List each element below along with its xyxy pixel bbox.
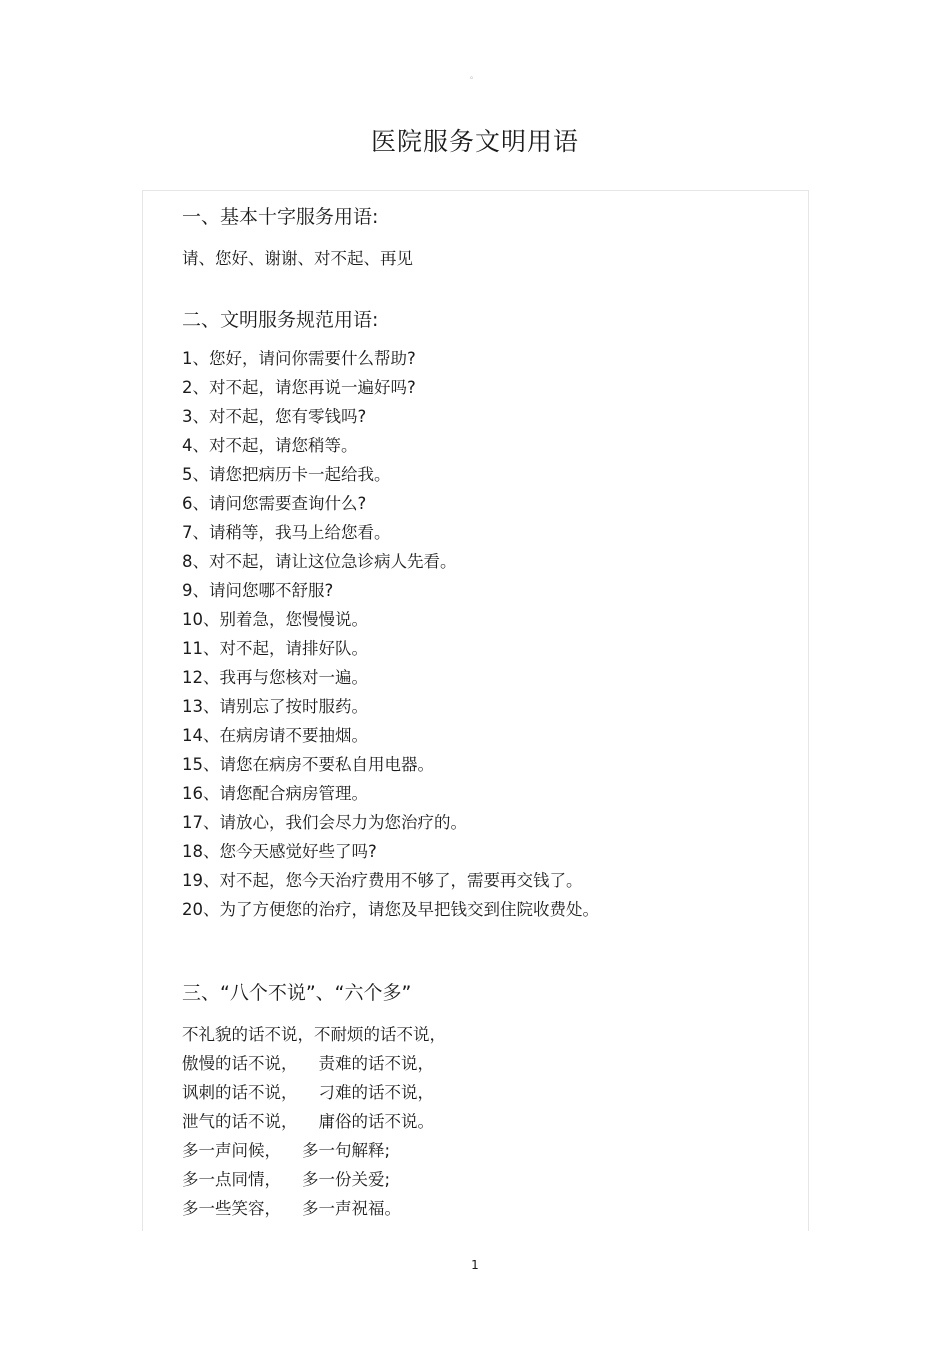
page-number: 1 — [471, 1258, 479, 1272]
list-item: 20、为了方便您的治疗，请您及早把钱交到住院收费处。 — [182, 900, 599, 919]
list-item: 18、您今天感觉好些了吗? — [182, 842, 377, 861]
list-item: 8、对不起，请让这位急诊病人先看。 — [182, 552, 457, 571]
list-item: 12、我再与您核对一遍。 — [182, 668, 368, 687]
list-item: 3、对不起，您有零钱吗? — [182, 407, 367, 426]
section-heading: 二、文明服务规范用语: — [182, 309, 379, 331]
list-item: 傲慢的话不说， 责难的话不说， — [182, 1054, 434, 1073]
list-item: 泄气的话不说， 庸俗的话不说。 — [182, 1112, 434, 1131]
section-heading: 三、“八个不说”、“六个多” — [182, 982, 412, 1004]
list-item: 4、对不起，请您稍等。 — [182, 436, 358, 455]
header-mark: 。 — [470, 71, 478, 80]
list-item: 多一点同情， 多一份关爱; — [182, 1170, 391, 1189]
list-item: 17、请放心，我们会尽力为您治疗的。 — [182, 813, 467, 832]
list-item: 1、您好，请问你需要什么帮助? — [182, 349, 416, 368]
list-item: 14、在病房请不要抽烟。 — [182, 726, 368, 745]
section-heading: 一、基本十字服务用语: — [182, 206, 379, 228]
section-basic-terms — [182, 204, 782, 273]
list-item: 2、对不起，请您再说一遍好吗? — [182, 378, 416, 397]
list-item: 6、请问您需要查询什么? — [182, 494, 367, 513]
list-item: 讽刺的话不说， 刁难的话不说， — [182, 1083, 434, 1102]
list-item: 不礼貌的话不说，不耐烦的话不说， — [182, 1025, 446, 1044]
list-item: 5、请您把病历卡一起给我。 — [182, 465, 391, 484]
page-title: 医院服务文明用语 — [370, 127, 579, 156]
list-item: 请、您好、谢谢、对不起、再见 — [182, 249, 413, 268]
list-item: 多一声问候， 多一句解释; — [182, 1141, 391, 1160]
list-item: 19、对不起，您今天治疗费用不够了，需要再交钱了。 — [182, 871, 583, 890]
section-eight-six — [182, 980, 782, 1223]
list-item: 多一些笑容， 多一声祝福。 — [182, 1199, 401, 1218]
list-item: 11、对不起，请排好队。 — [182, 639, 368, 658]
list-item: 10、别着急，您慢慢说。 — [182, 610, 368, 629]
list-item: 13、请别忘了按时服药。 — [182, 697, 368, 716]
list-item: 15、请您在病房不要私自用电器。 — [182, 755, 434, 774]
section-standard-phrases — [182, 307, 782, 924]
list-item: 16、请您配合病房管理。 — [182, 784, 368, 803]
document-body — [182, 200, 782, 1223]
list-item: 7、请稍等，我马上给您看。 — [182, 523, 391, 542]
list-item: 9、请问您哪不舒服? — [182, 581, 334, 600]
